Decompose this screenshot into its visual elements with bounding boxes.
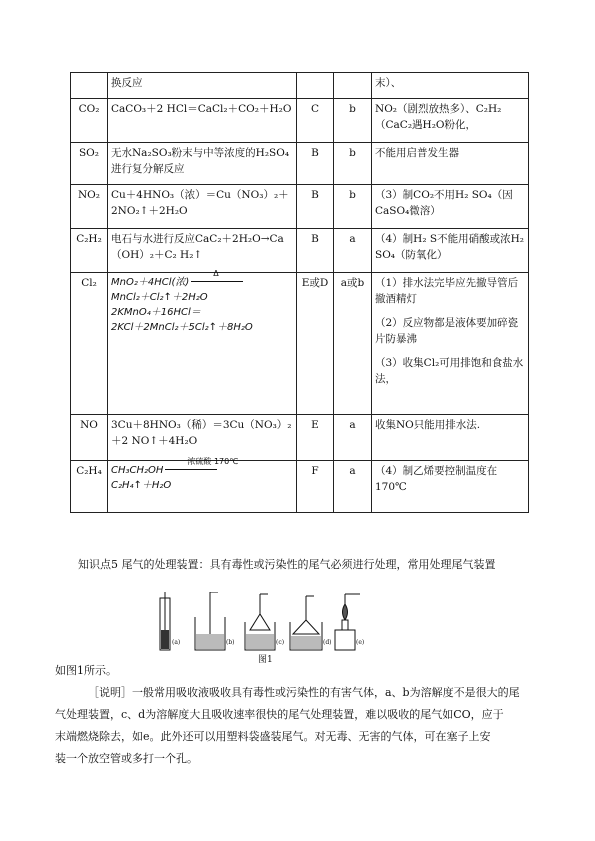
- apparatus-e-icon: [335, 630, 355, 650]
- equation-line: 2KCl＋2MnCl₂＋5Cl₂↑＋8H₂O: [111, 322, 253, 333]
- note-item: 末）、: [375, 77, 402, 89]
- explanation-line-2: 气处理装置，c、d为溶解度大且吸收速率很快的尾气处理装置，难以吸收的尾气如CO，应于: [55, 708, 504, 721]
- table-row: [71, 185, 529, 229]
- apparatus-cell: E或D: [297, 273, 334, 415]
- table-row: [71, 99, 529, 143]
- equation-line: MnCl₂＋Cl₂↑＋2H₂O: [111, 292, 208, 303]
- note-item: （3）制CO₂不用H₂ SO₄（因CaSO₄微溶）: [375, 189, 513, 217]
- notes-cell: [372, 229, 529, 273]
- apparatus-cell: B: [297, 229, 334, 273]
- note-item: （4）制乙烯要控制温度在170℃: [375, 465, 498, 493]
- collection-method-cell: b: [334, 185, 372, 229]
- reaction-arrow-icon: [165, 469, 217, 470]
- notes-cell: [372, 99, 529, 143]
- explanation-line-3: 末端燃烧除去，如e。此外还可以用塑料袋盛装尾气。对无毒、无害的气体，可在塞子上安: [55, 730, 491, 743]
- notes-cell: [372, 73, 529, 99]
- apparatus-cell: [297, 73, 334, 99]
- equation-line: C₂H₄↑＋H₂O: [111, 480, 172, 491]
- reaction-cell: 电石与水进行反应CaC₂＋2H₂O→Ca（OH）₂＋C₂ H₂↑: [108, 229, 297, 273]
- collection-method-cell: a: [334, 461, 372, 513]
- reaction-arrow-icon: [191, 281, 243, 282]
- gas-cell: Cl₂: [71, 273, 108, 415]
- note-item: （1）排水法完毕应先撤导管后撤酒精灯: [375, 277, 519, 305]
- reaction-cell: CaCO₃＋2 HCl＝CaCl₂＋CO₂＋H₂O: [108, 99, 297, 143]
- exhaust-treatment-figure: [150, 592, 365, 654]
- collection-method-cell: b: [334, 99, 372, 143]
- collection-method-cell: a或b: [334, 273, 372, 415]
- note-item: （4）制H₂ S不能用硝酸或浓H₂ SO₄（防氧化）: [375, 233, 524, 261]
- gas-cell: C₂H₄: [71, 461, 108, 513]
- reaction-condition: Δ: [213, 269, 219, 278]
- collection-method-cell: b: [334, 143, 372, 185]
- apparatus-cell: B: [297, 185, 334, 229]
- apparatus-cell: F: [297, 461, 334, 513]
- collection-method-cell: [334, 73, 372, 99]
- table-row: [71, 273, 529, 415]
- collection-method-cell: a: [334, 229, 372, 273]
- reaction-cell: [108, 457, 297, 513]
- notes-cell: [372, 143, 529, 185]
- notes-cell: [372, 461, 529, 513]
- apparatus-cell: B: [297, 143, 334, 185]
- note-item: 收集NO只能用排水法.: [375, 419, 481, 431]
- gas-preparation-table: [70, 72, 529, 513]
- table-row: [71, 143, 529, 185]
- gas-cell: NO₂: [71, 185, 108, 229]
- gas-cell: [71, 73, 108, 99]
- label-b: (b): [226, 639, 235, 646]
- reaction-cell: [108, 269, 297, 415]
- equation-line: 2KMnO₄＋16HCl＝: [111, 307, 201, 318]
- section-title: 知识点5 尾气的处理装置：具有毒性或污染性的尾气必须进行处理，常用处理尾气装置: [78, 558, 496, 571]
- reaction-cell: 3Cu＋8HNO₃（稀）＝3Cu（NO₃）₂＋2 NO↑＋4H₂O: [108, 415, 297, 461]
- reaction-condition: 浓硫酸 170℃: [187, 457, 239, 466]
- table-row: [71, 229, 529, 273]
- figure-reference: 如图1所示。: [55, 664, 117, 677]
- collection-method-cell: a: [334, 415, 372, 461]
- notes-cell: [372, 185, 529, 229]
- apparatus-cell: C: [297, 99, 334, 143]
- note-item: （3）收集Cl₂可用排饱和食盐水法，: [375, 357, 524, 385]
- label-c: (c): [276, 639, 285, 646]
- explanation-line-4: 装一个放空管或多打一个孔。: [55, 752, 198, 765]
- table-row: [71, 415, 529, 461]
- explanation-line-1: ［说明］一般常用吸收液吸收具有毒性或污染性的有害气体，a、b为溶解度不是很大的尾: [88, 686, 520, 699]
- figure-caption: 图1: [258, 655, 273, 665]
- notes-cell: [372, 415, 529, 461]
- label-a: (a): [172, 639, 181, 646]
- table-row: [71, 73, 529, 99]
- note-item: （CaC₂遇H₂O粉化，: [375, 119, 477, 131]
- note-item: 不能用启普发生器: [375, 147, 459, 159]
- note-item: （2）反应物都是液体要加碎瓷片防暴沸: [375, 317, 519, 345]
- reaction-cell: Cu＋4HNO₃（浓）＝Cu（NO₃）₂＋2NO₂↑＋2H₂O: [108, 185, 297, 229]
- equation-line: MnO₂＋4HCl(浓)$^\Delta$: [111, 275, 293, 290]
- gas-cell: NO: [71, 415, 108, 461]
- gas-cell: SO₂: [71, 143, 108, 185]
- table-row: [71, 461, 529, 513]
- notes-cell: [372, 273, 529, 415]
- gas-cell: CO₂: [71, 99, 108, 143]
- label-d: (d): [323, 639, 332, 646]
- equation-line: $CH_3CH_2OH^{浓硫酸 170℃}$: [111, 457, 239, 476]
- gas-cell: C₂H₂: [71, 229, 108, 273]
- reaction-cell: 无水Na₂SO₃粉末与中等浓度的H₂SO₄进行复分解反应: [108, 143, 297, 185]
- apparatus-cell: E: [297, 415, 334, 461]
- note-item: NO₂（剧烈放热多）、C₂H₂: [375, 103, 502, 115]
- label-e: (e): [356, 639, 365, 646]
- reaction-cell: 换反应: [108, 73, 297, 99]
